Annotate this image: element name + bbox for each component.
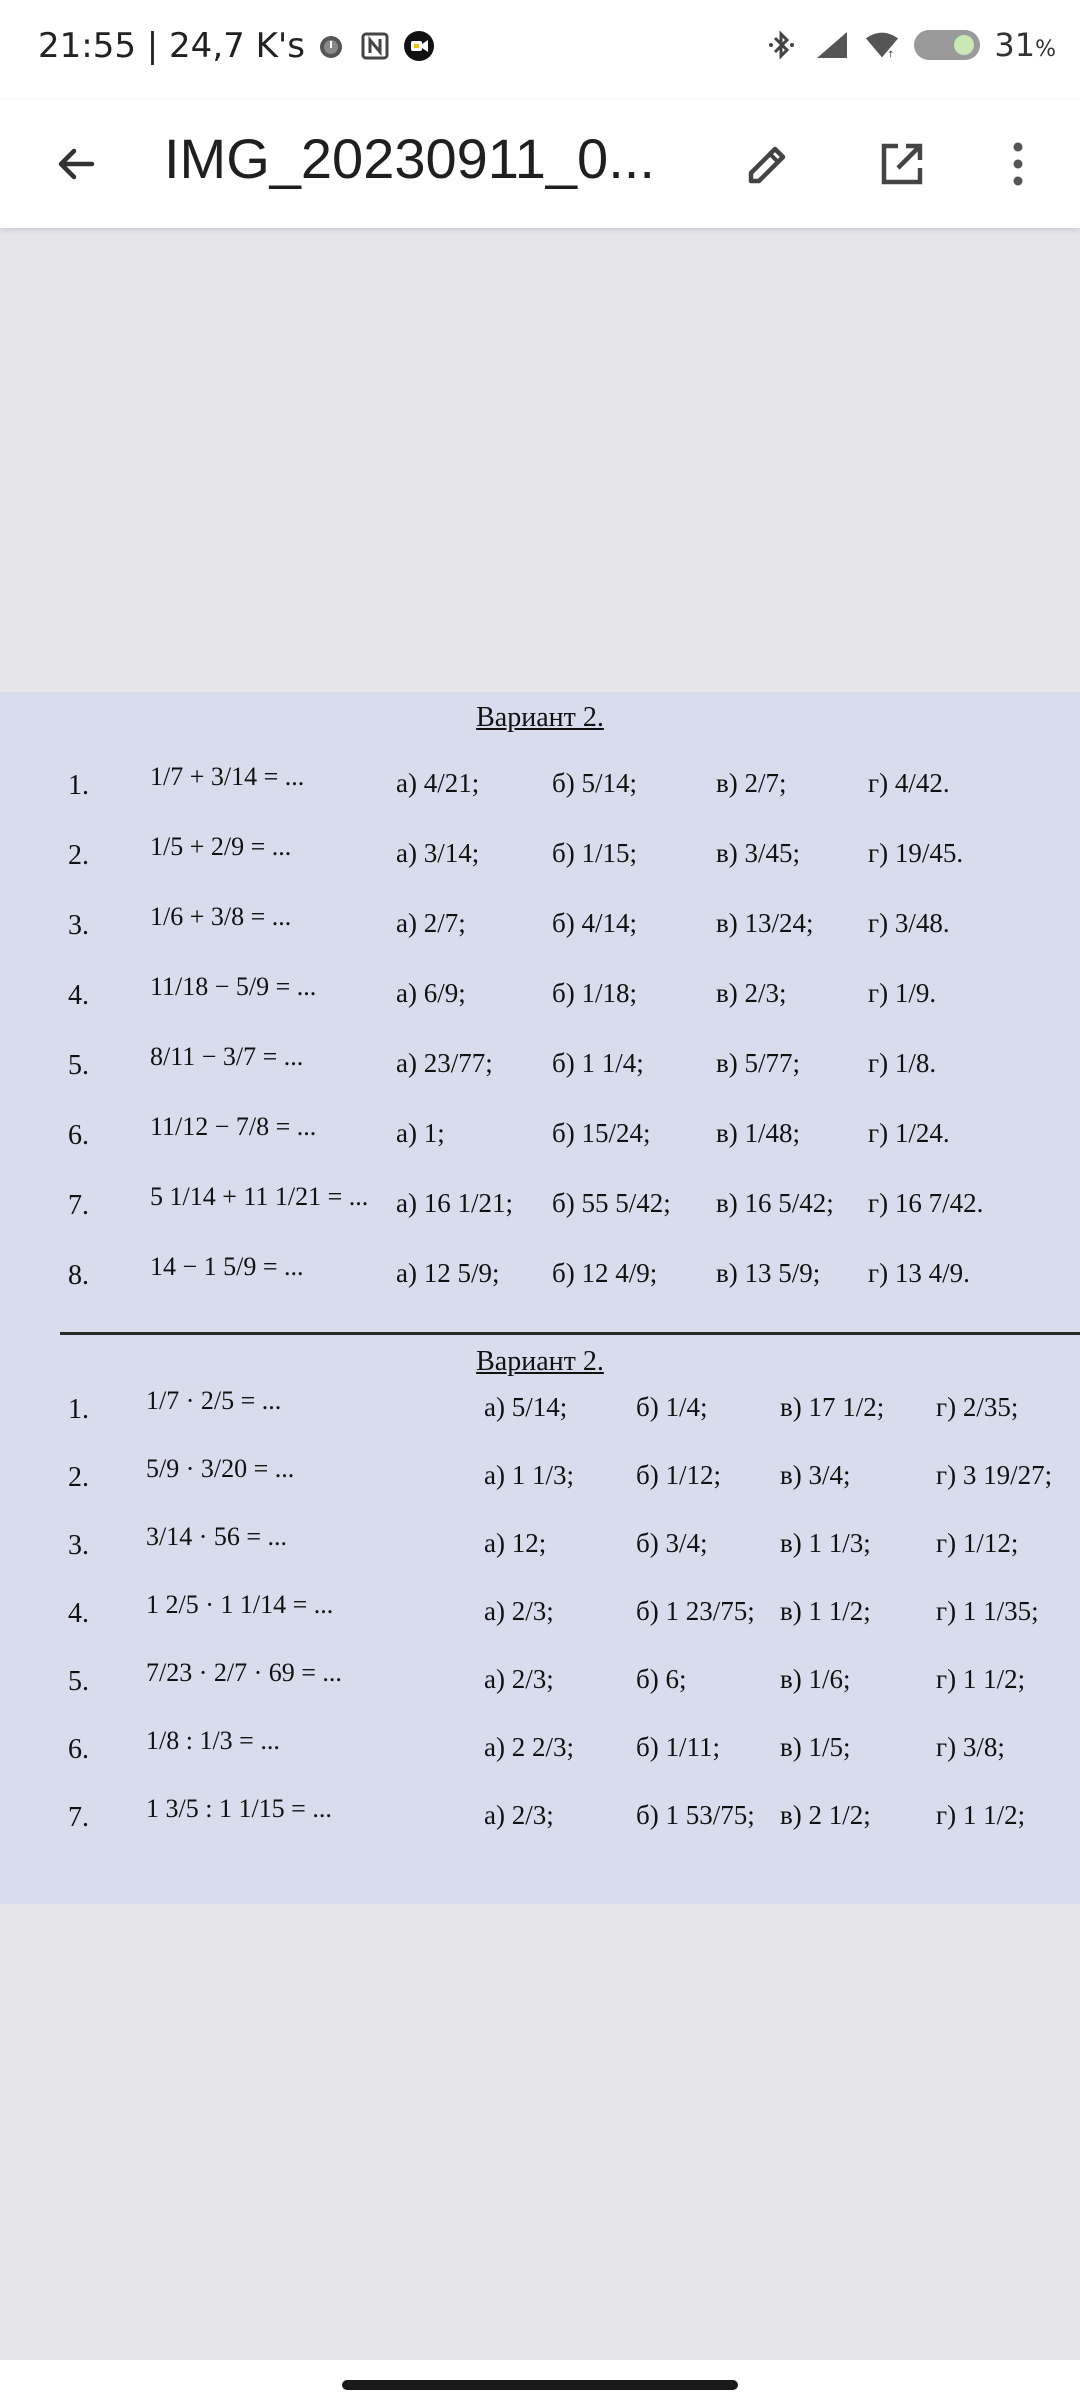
open-external-button[interactable] [862,124,942,204]
row-expression: 8/11 − 3/7 = ... [150,1042,304,1071]
answer-option-c: в) 2/7; [716,768,787,798]
answer-option-b: б) 4/14; [552,908,637,938]
answer-option-a: а) 2 2/3; [484,1732,574,1762]
worksheet-row [0,894,1080,958]
worksheet-row [0,1104,1080,1168]
row-expression: 5/9 · 3/20 = ... [146,1454,295,1483]
row-number: 2. [68,1462,89,1493]
wifi-icon [864,27,900,63]
row-expression: 14 − 1 5/9 = ... [150,1252,304,1281]
answer-option-c: в) 2/3; [716,978,787,1008]
answer-option-b: б) 1 23/75; [636,1596,755,1626]
answer-option-d: г) 1/24. [868,1118,950,1148]
row-number: 3. [68,1530,89,1561]
alarm-icon [313,28,349,64]
answer-option-a: а) 1 1/3; [484,1460,574,1490]
worksheet-section-2 [0,1344,1080,1904]
answer-option-d: г) 1/9. [868,978,937,1008]
row-expression: 11/18 − 5/9 = ... [150,972,317,1001]
answer-option-d: г) 13 4/9. [868,1258,970,1288]
answer-option-a: а) 2/3; [484,1664,554,1694]
app-bar [0,100,1080,228]
answer-option-b: б) 12 4/9; [552,1258,658,1288]
status-bar [0,0,1080,100]
worksheet-row [0,824,1080,888]
answer-option-b: б) 1 53/75; [636,1800,755,1830]
answer-option-a: а) 12 5/9; [396,1258,500,1288]
edit-pencil-icon [742,138,794,190]
answer-option-c: в) 5/77; [716,1048,800,1078]
answer-option-c: в) 3/4; [780,1460,851,1490]
answer-option-a: а) 4/21; [396,768,480,798]
answer-option-c: в) 13 5/9; [716,1258,821,1288]
answer-option-b: б) 15/24; [552,1118,651,1148]
battery-percent: 31 [994,26,1036,64]
answer-option-a: а) 1; [396,1118,445,1148]
answer-option-d: г) 1 1/2; [936,1664,1026,1694]
worksheet-row [0,1650,1080,1714]
row-expression: 3/14 · 56 = ... [146,1522,288,1551]
video-call-icon [401,28,437,64]
answer-option-b: б) 5/14; [552,768,637,798]
worksheet-photo[interactable] [0,692,1080,1904]
section-divider [60,1332,1080,1335]
status-left [38,26,437,66]
answer-option-c: в) 1/6; [780,1664,851,1694]
row-number: 5. [68,1666,89,1697]
worksheet-section-1 [0,692,1080,1332]
answer-option-c: в) 1/48; [716,1118,800,1148]
answer-option-a: а) 2/3; [484,1800,554,1830]
answer-option-a: а) 6/9; [396,978,466,1008]
answer-option-a: а) 12; [484,1528,547,1558]
answer-option-d: г) 3/48. [868,908,950,938]
worksheet-row [0,1244,1080,1308]
answer-option-d: г) 1 1/2; [936,1800,1026,1830]
status-time: 21:55 | 24,7 K's [38,26,305,66]
answer-option-b: б) 1/11; [636,1732,720,1762]
worksheet-row [0,1582,1080,1646]
row-number: 4. [68,980,89,1011]
answer-option-c: в) 13/24; [716,908,814,938]
worksheet-row [0,1446,1080,1510]
open-external-icon [876,138,928,190]
answer-option-d: г) 1/12; [936,1528,1019,1558]
answer-option-c: в) 1 1/3; [780,1528,871,1558]
bluetooth-icon [764,27,800,63]
more-vert-icon [1008,138,1028,190]
answer-option-b: б) 1 1/4; [552,1048,644,1078]
more-options-button[interactable] [978,124,1058,204]
row-expression: 1/8 : 1/3 = ... [146,1726,280,1755]
answer-option-d: г) 1/8. [868,1048,937,1078]
answer-option-a: а) 23/77; [396,1048,493,1078]
row-expression: 1/7 + 3/14 = ... [150,762,305,791]
status-right [764,26,1056,64]
row-expression: 1/6 + 3/8 = ... [150,902,292,931]
worksheet-row [0,1718,1080,1782]
back-button[interactable] [36,124,116,204]
answer-option-d: г) 2/35; [936,1392,1019,1422]
row-expression: 1 3/5 : 1 1/15 = ... [146,1794,332,1823]
row-number: 6. [68,1120,89,1151]
answer-option-d: г) 3/8; [936,1732,1005,1762]
answer-option-d: г) 1 1/35; [936,1596,1039,1626]
answer-option-d: г) 4/42. [868,768,950,798]
back-arrow-icon [52,140,100,188]
answer-option-b: б) 1/12; [636,1460,721,1490]
worksheet-row [0,1034,1080,1098]
row-number: 3. [68,910,89,941]
answer-option-c: в) 16 5/42; [716,1188,834,1218]
row-number: 8. [68,1260,89,1291]
answer-option-c: в) 1 1/2; [780,1596,871,1626]
row-number: 1. [68,770,89,801]
row-expression: 11/12 − 7/8 = ... [150,1112,317,1141]
answer-option-a: а) 16 1/21; [396,1188,513,1218]
worksheet-row [0,964,1080,1028]
row-number: 7. [68,1802,89,1833]
worksheet-row [0,754,1080,818]
row-expression: 7/23 · 2/7 · 69 = ... [146,1658,342,1687]
answer-option-b: б) 1/18; [552,978,637,1008]
row-number: 4. [68,1598,89,1629]
answer-option-d: г) 3 19/27; [936,1460,1053,1490]
answer-option-c: в) 2 1/2; [780,1800,871,1830]
image-title: IMG_20230911_0... [164,127,655,190]
answer-option-a: а) 2/7; [396,908,466,938]
answer-option-b: б) 1/15; [552,838,637,868]
row-number: 5. [68,1050,89,1081]
battery-icon [914,30,980,60]
row-expression: 1/7 · 2/5 = ... [146,1386,282,1415]
answer-option-b: б) 55 5/42; [552,1188,671,1218]
answer-option-a: а) 2/3; [484,1596,554,1626]
gesture-handle[interactable] [342,2380,738,2390]
section-2-title: Вариант 2. [476,1346,604,1377]
worksheet-row [0,1378,1080,1442]
answer-option-c: в) 3/45; [716,838,800,868]
row-number: 6. [68,1734,89,1765]
answer-option-b: б) 6; [636,1664,687,1694]
signal-icon [814,27,850,63]
answer-option-a: а) 5/14; [484,1392,568,1422]
battery-percent-sign: % [1035,37,1056,62]
row-number: 7. [68,1190,89,1221]
answer-option-d: г) 19/45. [868,838,964,868]
nfc-icon [357,28,393,64]
answer-option-d: г) 16 7/42. [868,1188,984,1218]
row-number: 1. [68,1394,89,1425]
answer-option-a: а) 3/14; [396,838,480,868]
edit-button[interactable] [728,124,808,204]
answer-option-c: в) 1/5; [780,1732,851,1762]
answer-option-b: б) 1/4; [636,1392,708,1422]
answer-option-b: б) 3/4; [636,1528,708,1558]
row-number: 2. [68,840,89,871]
worksheet-row [0,1174,1080,1238]
row-expression: 1/5 + 2/9 = ... [150,832,292,861]
svg-text:↑: ↑ [887,49,896,60]
row-expression: 1 2/5 · 1 1/14 = ... [146,1590,334,1619]
answer-option-c: в) 17 1/2; [780,1392,885,1422]
row-expression: 5 1/14 + 11 1/21 = ... [150,1182,369,1211]
worksheet-row [0,1514,1080,1578]
section-1-title: Вариант 2. [476,702,604,733]
worksheet-row [0,1786,1080,1850]
